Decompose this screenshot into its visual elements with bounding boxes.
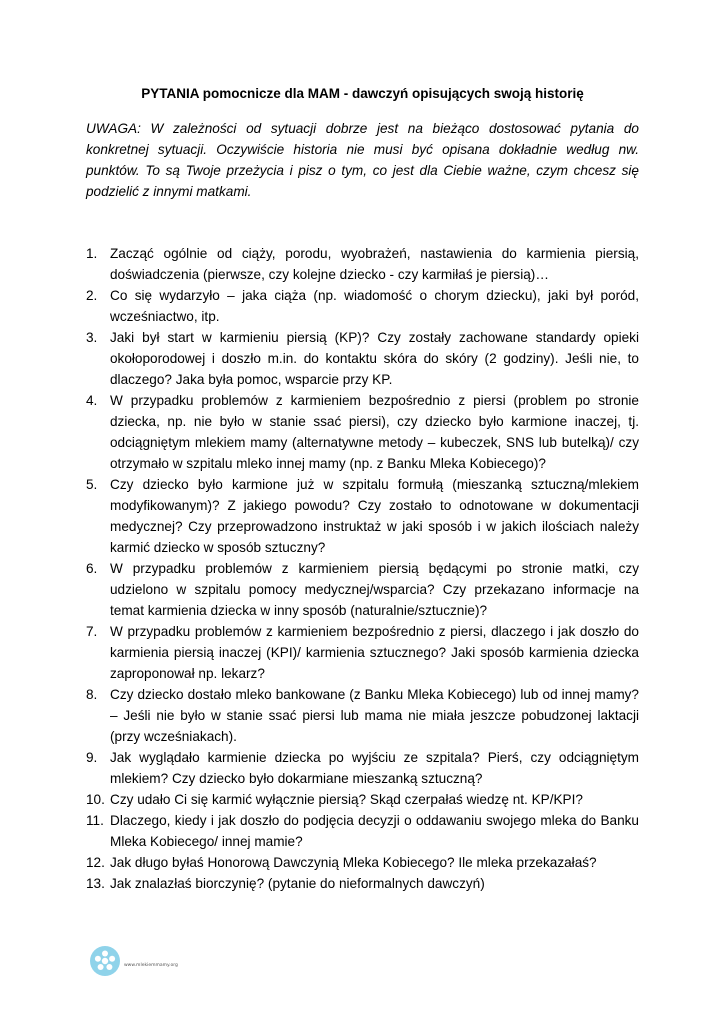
question-text: W przypadku problemów z karmieniem bezpośrednio z piersi (problem po stronie dziecka, np. nie było w stanie ssać piersi), czy dziecko było karmione inaczej, tj. odciągniętym mlekiem mamy (alternatywne metody – kubeczek, SNS lub butelką)/ czy otrzymało w szpitalu mleko innej mamy (np. z Banku Mleka Kobiecego)? — [110, 393, 639, 471]
footer-url: www.mlekiemmamy.org — [124, 962, 178, 968]
question-text: Czy dziecko było karmione już w szpitalu formułą (mieszanką sztuczną/mlekiem modyfikowanym)? Z jakiego powodu? Czy zostało to odnotowane w dokumentacji medycznej? Czy przeprowadzono instruktaż w jaki sposób i w jakich ilościach należy karmić dziecko w sposób sztuczny? — [110, 477, 639, 555]
question-text: W przypadku problemów z karmieniem bezpośrednio z piersi, dlaczego i jak doszło do karmienia piersią inaczej (KPI)/ karmienia sztucznego? Jaki sposób karmienia dziecka zaproponował np. lekarz? — [110, 624, 639, 681]
question-number: 2. — [86, 288, 98, 303]
question-text: W przypadku problemów z karmieniem piersią będącymi po stronie matki, czy udzielono w szpitalu pomocy medycznej/wsparcia? Czy przekazano informacje na temat karmienia dziecka w inny sposób (naturalnie/sztucznie)? — [110, 561, 639, 618]
question-text: Czy udało Ci się karmić wyłącznie piersią? Skąd czerpałaś wiedzę nt. KP/KPI? — [110, 792, 583, 807]
question-item — [86, 684, 639, 747]
question-number: 4. — [86, 393, 98, 408]
question-text: Czy dziecko dostało mleko bankowane (z Banku Mleka Kobiecego) lub od innej mamy? – Jeśli nie było w stanie ssać piersi lub mama nie miała jeszcze pobudzonej laktacji (przy wcześniakach). — [110, 687, 639, 744]
question-text: Jak znalazłaś biorczynię? (pytanie do nieformalnych dawczyń) — [110, 876, 485, 891]
question-text: Zacząć ogólnie od ciąży, porodu, wyobrażeń, nastawienia do karmienia piersią, doświadczenia (pierwsze, czy kolejne dziecko - czy karmiłaś je piersią)… — [110, 246, 639, 282]
question-item — [86, 810, 639, 852]
question-number: 8. — [86, 687, 98, 702]
question-number: 5. — [86, 477, 98, 492]
question-item — [86, 390, 639, 474]
question-number: 1. — [86, 246, 98, 261]
question-number: 12. — [86, 855, 105, 870]
question-text: Jak wyglądało karmienie dziecka po wyjściu ze szpitala? Pierś, czy odciągniętym mlekiem? Czy dziecko było dokarmiane mieszanką sztuczną? — [110, 750, 639, 786]
question-item — [86, 747, 639, 789]
question-item — [86, 285, 639, 327]
question-item — [86, 243, 639, 285]
bank-logo-icon — [89, 945, 121, 977]
question-text: Co się wydarzyło – jaka ciąża (np. wiadomość o chorym dziecku), jaki był poród, wcześniactwo, itp. — [110, 288, 639, 324]
question-number: 11. — [86, 813, 104, 828]
question-number: 3. — [86, 330, 98, 345]
question-number: 9. — [86, 750, 98, 765]
question-item — [86, 327, 639, 390]
question-number: 13. — [86, 876, 105, 891]
document-title: PYTANIA pomocnicze dla MAM - dawczyń opisujących swoją historię — [141, 86, 584, 101]
question-item — [86, 558, 639, 621]
question-number: 7. — [86, 624, 98, 639]
question-item — [86, 789, 639, 810]
question-number: 6. — [86, 561, 98, 576]
questions-list — [86, 243, 639, 894]
question-item — [86, 873, 639, 894]
footer — [89, 945, 178, 977]
question-item — [86, 621, 639, 684]
question-item — [86, 852, 639, 873]
question-number: 10. — [86, 792, 105, 807]
question-item — [86, 474, 639, 558]
question-text: Jaki był start w karmieniu piersią (KP)? Czy zostały zachowane standardy opieki okołoporodowej i doszło m.in. do kontaktu skóra do skóry (2 godziny). Jeśli nie, to dlaczego? Jaka była pomoc, wsparcie przy KP. — [110, 330, 639, 387]
question-text: Dlaczego, kiedy i jak doszło do podjęcia decyzji o oddawaniu swojego mleka do Banku Mleka Kobiecego/ innej mamie? — [110, 813, 639, 849]
note-paragraph: UWAGA: W zależności od sytuacji dobrze jest na bieżąco dostosować pytania do konkretnej sytuacji. Oczywiście historia nie musi być opisana dokładnie według nw. punktów. To są Twoje przeżycia i pisz o tym, co jest dla Ciebie ważne, czym chcesz się podzielić z innymi matkami. — [86, 121, 639, 199]
question-text: Jak długo byłaś Honorową Dawczynią Mleka Kobiecego? Ile mleka przekazałaś? — [110, 855, 597, 870]
